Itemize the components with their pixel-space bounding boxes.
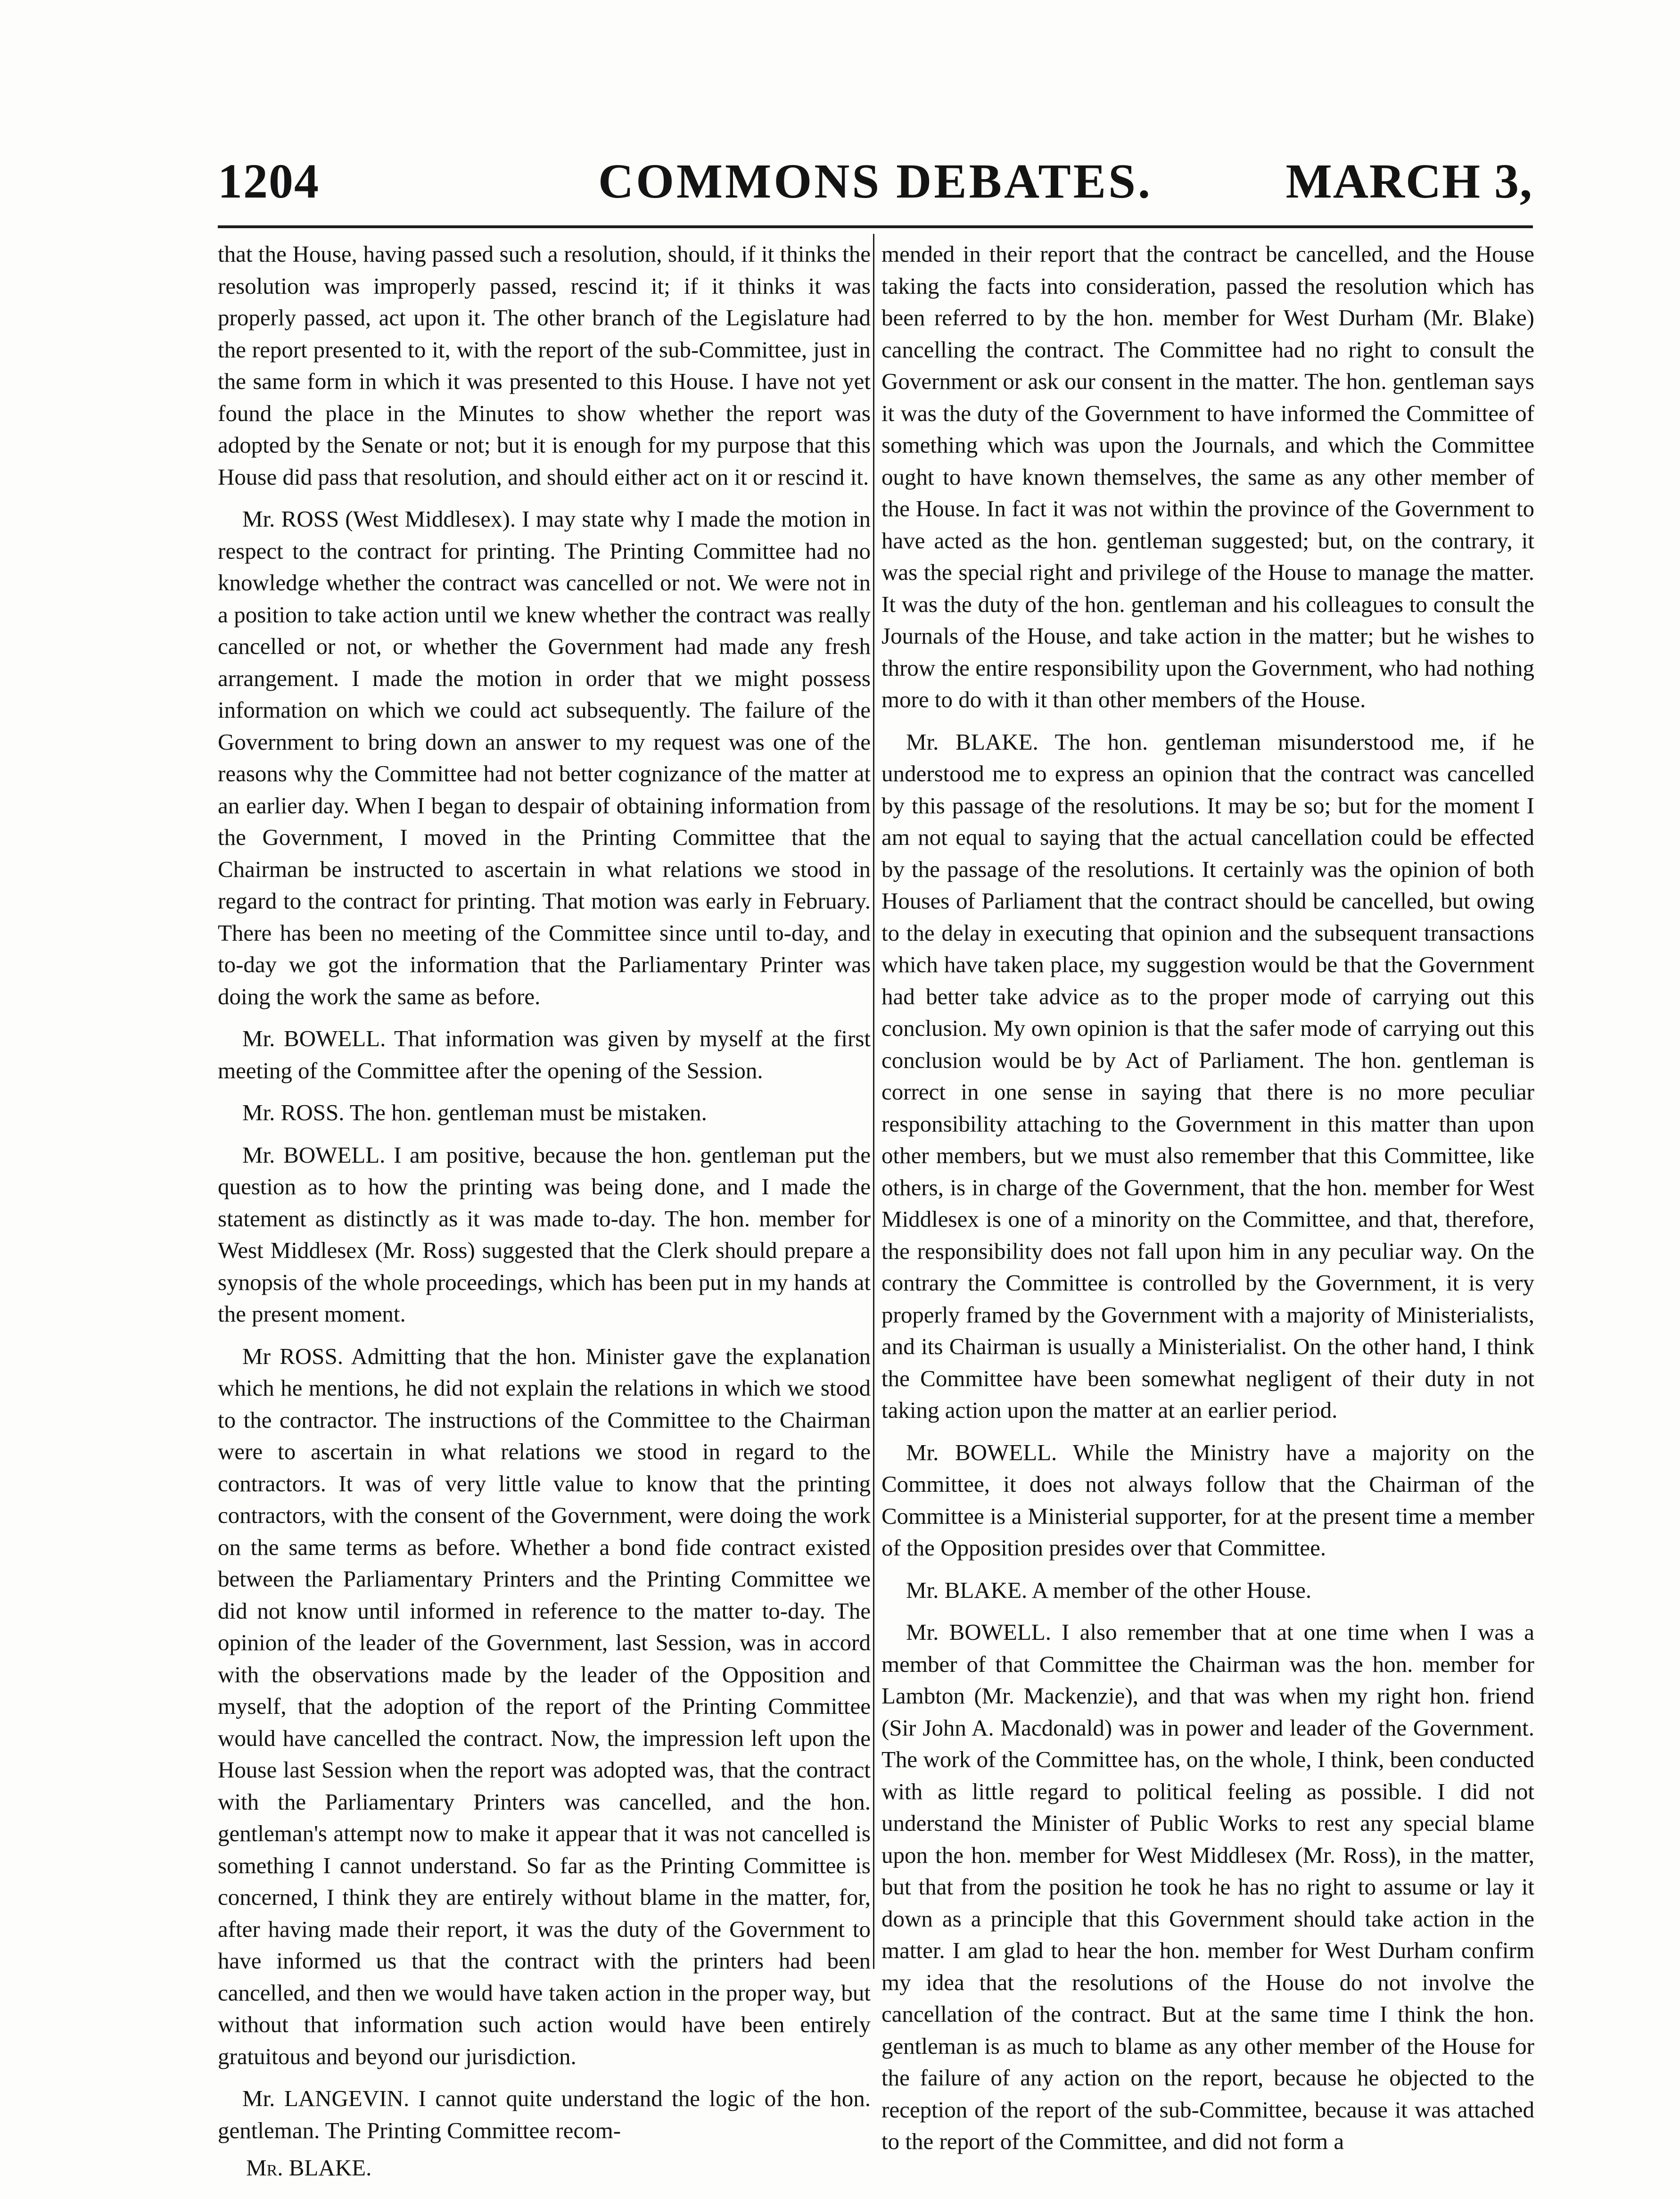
paragraph: Mr. ROSS. The hon. gentleman must be mistaken. [242, 1100, 707, 1125]
paragraph: Mr. BOWELL. While the Ministry have a majority on the Committee, it does not always follow that the Chairman of the Committee is a Ministerial supporter, for at the present time a member of the Opposition presides over that Committee. [881, 1439, 1534, 1561]
page-number: 1204 [218, 154, 320, 208]
paragraph: Mr. BLAKE. The hon. gentleman misunderstood me, if he understood me to express an opinion that the contract was cancelled by this passage of the resolutions. It may be so; but for the moment I am not equal to saying that the actual cancellation could be effected by the passage of the resolutions. It certainly was the opinion of both Houses of Parliament that the contract should be cancelled, but owing to the delay in executing that opinion and the subsequent transactions which have taken place, my suggestion would be that the Government had better take advice as to the proper mode of carrying out this conclusion. My own opinion is that the safer mode of carrying out this conclusion would be by Act of Parliament. The hon. gentleman is correct in one sense in saying that there is no more peculiar responsibility attaching to the Government in this matter than upon other members, but we must also remember that this Committee, like others, is in charge of the Government, that the hon. member for West Middlesex is one of a minority on the Committee, and that, therefore, the responsibility does not fall upon him in any peculiar way. On the contrary the Committee is controlled by the Government, it is very properly framed by the Government with a majority of Ministerialists, and its Chairman is usually a Ministerialist. On the other hand, I think the Committee have been somewhat negligent of their duty in not taking action upon the matter at an earlier period. [881, 728, 1534, 1423]
paragraph: Mr ROSS. Admitting that the hon. Minister gave the explanation which he mentions, he did not explain the relations in which we stood to the contractor. The instructions of the Committee to the Chairman were to ascertain in what relations we stood in regard to the contractors. It was of very little value to know that the printing contractors, with the consent of the Government, were doing the work on the same terms as before. Whether a bond fide contract existed between the Parliamentary Printers and the Printing Committee we did not know until informed in reference to the matter to-day. The opinion of the leader of the Government, last Session, was in accord with the observations made by the leader of the Opposition and myself, that the adoption of the report of the Printing Committee would have cancelled the contract. Now, the impression left upon the House last Session when the report was adopted was, that the contract with the Parliamentary Printers was cancelled, and the hon. gentleman's attempt now to make it appear that it was not cancelled is something I cannot understand. So far as the Printing Committee is concerned, I think they are entirely without blame in the matter, for, after having made their report, it was the duty of the Government to have informed us that the contract with the printers had been cancelled, and then we would have taken action in the proper way, but without that information such action would have been entirely gratuitous and beyond our jurisdiction. [218, 1343, 871, 2069]
publication-title: COMMONS DEBATES. [598, 154, 1153, 208]
paragraph: Mr. BOWELL. That information was given by myself at the first meeting of the Committee after the opening of the Session. [218, 1025, 871, 1083]
header-date: MARCH 3, [1285, 154, 1533, 208]
right-column [881, 238, 1534, 2168]
left-column [218, 238, 871, 2184]
page-header [218, 149, 1533, 208]
paragraph: Mr. ROSS (West Middlesex). I may state why I made the motion in respect to the contract for printing. The Printing Committee had no knowledge whether the contract was cancelled or not. We were not in a position to take action until we knew whether the contract was really cancelled or not, or whether the Government had made any fresh arrangement. I made the motion in order that we might possess information on which we could act subsequently. The failure of the Government to bring down an answer to my request was one of the reasons why the Committee had not better cognizance of the matter at an earlier day. When I began to despair of obtaining information from the Government, I moved in the Printing Committee that the Chairman be instructed to ascertain in what relations we stood in regard to the contract for printing. That motion was early in February. There has been no meeting of the Committee since until to-day, and to-day we got the information that the Parliamentary Printer was doing the work the same as before. [218, 506, 871, 1009]
paragraph: Mr. BLAKE. A member of the other House. [906, 1577, 1312, 1603]
header-rule [218, 225, 1533, 228]
column-footer: Mr. BLAKE. [246, 2155, 372, 2181]
paragraph: Mr. BOWELL. I am positive, because the hon. gentleman put the question as to how the printing was being done, and I made the statement as distinctly as it was made to-day. The hon. member for West Middlesex (Mr. Ross) suggested that the Clerk should prepare a synopsis of the whole proceedings, which has been put in my hands at the present moment. [218, 1141, 871, 1327]
paragraph: that the House, having passed such a resolution, should, if it thinks the resolution was improperly passed, rescind it; if it thinks it was properly passed, act upon it. The other branch of the Legislature had the report presented to it, with the report of the sub-Committee, just in the same form in which it was presented to this House. I have not yet found the place in the Minutes to show whether the report was adopted by the Senate or not; but it is enough for my purpose that this House did pass that resolution, and should either act on it or rescind it. [218, 241, 871, 490]
column-divider [873, 234, 874, 1969]
paragraph: Mr. BOWELL. I also remember that at one time when I was a member of that Committee the Chairman was the hon. member for Lambton (Mr. Mackenzie), and that was when my right hon. friend (Sir John A. Macdonald) was in power and leader of the Government. The work of the Committee has, on the whole, I think, been conducted with as little regard to political feeling as possible. I did not understand the Minister of Public Works to rest any special blame upon the hon. member for West Middlesex (Mr. Ross), in the matter, but that from the position he took he has no right to assume or lay it down as a principle that this Government should take action in the matter. I am glad to hear the hon. member for West Durham confirm my idea that the resolutions of the House do not involve the cancellation of the contract. But at the same time I think the hon. gentleman is as much to blame as any other member of the House for the failure of any action on the report, because he objected to the reception of the report of the sub-Committee, because it was attached to the report of the Committee, and did not form a [881, 1619, 1534, 2154]
paragraph: mended in their report that the contract be cancelled, and the House taking the facts into consideration, passed the resolution which has been referred to by the hon. member for West Durham (Mr. Blake) cancelling the contract. The Committee had no right to consult the Government or ask our consent in the matter. The hon. gentleman says it was the duty of the Government to have informed the Committee of something which was upon the Journals, and which the Committee ought to have known themselves, the same as any other member of the House. In fact it was not within the province of the Government to have acted as the hon. gentleman suggested; but, on the contrary, it was the special right and privilege of the House to manage the matter. It was the duty of the hon. gentleman and his colleagues to consult the Journals of the House, and take action in the matter; but he wishes to throw the entire responsibility upon the Government, who had nothing more to do with it than other members of the House. [881, 241, 1534, 712]
paragraph: Mr. LANGEVIN. I cannot quite understand the logic of the hon. gentleman. The Printing Committee recom- [218, 2085, 871, 2143]
